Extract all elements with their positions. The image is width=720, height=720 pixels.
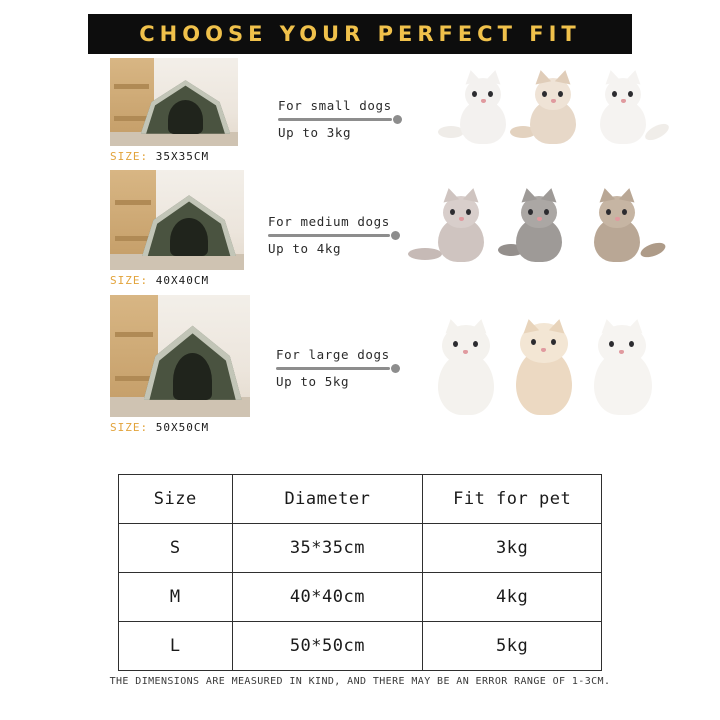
cell-fit: 3kg <box>423 524 602 573</box>
table-header-diameter: Diameter <box>232 475 423 524</box>
caption-line-2: Up to 4kg <box>268 241 342 256</box>
size-label-value: 35X35CM <box>155 150 210 163</box>
pets-photo-small <box>452 70 654 144</box>
size-option-row-large <box>0 295 720 450</box>
product-photo-large <box>110 295 250 417</box>
pets-photo-medium <box>430 188 648 262</box>
size-chart-table <box>118 474 602 671</box>
footnote-text: THE DIMENSIONS ARE MEASURED IN KIND, AND THERE MAY BE AN ERROR RANGE OF 1-3CM. <box>109 676 611 687</box>
caption-divider <box>278 118 392 121</box>
pets-photo-large <box>432 319 656 415</box>
tent-illustration <box>141 79 231 134</box>
table-row <box>119 622 602 671</box>
caption-line-2: Up to 3kg <box>278 125 352 140</box>
page-title: CHOOSE YOUR PERFECT FIT <box>139 22 581 46</box>
caption-large <box>276 347 390 389</box>
kitten-1 <box>452 70 514 144</box>
cell-fit: 4kg <box>423 573 602 622</box>
cell-size: L <box>119 622 233 671</box>
table-header-row <box>119 475 602 524</box>
size-label-key: SIZE: <box>110 274 149 287</box>
cell-diameter: 50*50cm <box>232 622 423 671</box>
kitten-3 <box>592 70 654 144</box>
size-chart-table-wrapper <box>118 474 602 671</box>
table-header-fit: Fit for pet <box>423 475 602 524</box>
caption-line-1: For small dogs <box>278 98 392 113</box>
size-options-list <box>0 58 720 450</box>
kitten-2 <box>522 70 584 144</box>
cat-2 <box>508 188 570 262</box>
tent-illustration <box>144 324 242 400</box>
size-label-large <box>110 421 209 434</box>
size-option-row-small <box>0 58 720 170</box>
cell-diameter: 35*35cm <box>232 524 423 573</box>
caption-divider <box>268 234 390 237</box>
size-label-key: SIZE: <box>110 150 149 163</box>
table-row <box>119 573 602 622</box>
size-label-key: SIZE: <box>110 421 149 434</box>
persian-2 <box>510 319 578 415</box>
table-row <box>119 524 602 573</box>
cat-1 <box>430 188 492 262</box>
caption-small <box>278 98 392 140</box>
header-banner <box>88 14 632 54</box>
size-option-row-medium <box>0 170 720 295</box>
size-label-medium <box>110 274 209 287</box>
size-label-value: 40X40CM <box>155 274 210 287</box>
cell-size: S <box>119 524 233 573</box>
product-photo-small <box>110 58 238 146</box>
cat-3 <box>586 188 648 262</box>
product-photo-medium <box>110 170 244 270</box>
caption-line-1: For large dogs <box>276 347 390 362</box>
size-label-small <box>110 150 209 163</box>
tent-illustration <box>142 194 236 256</box>
caption-divider <box>276 367 390 370</box>
caption-line-1: For medium dogs <box>268 214 390 229</box>
cell-fit: 5kg <box>423 622 602 671</box>
caption-line-2: Up to 5kg <box>276 374 350 389</box>
persian-3 <box>588 319 656 415</box>
cell-diameter: 40*40cm <box>232 573 423 622</box>
table-header-size: Size <box>119 475 233 524</box>
persian-1 <box>432 319 500 415</box>
cell-size: M <box>119 573 233 622</box>
caption-medium <box>268 214 390 256</box>
size-label-value: 50X50CM <box>155 421 210 434</box>
